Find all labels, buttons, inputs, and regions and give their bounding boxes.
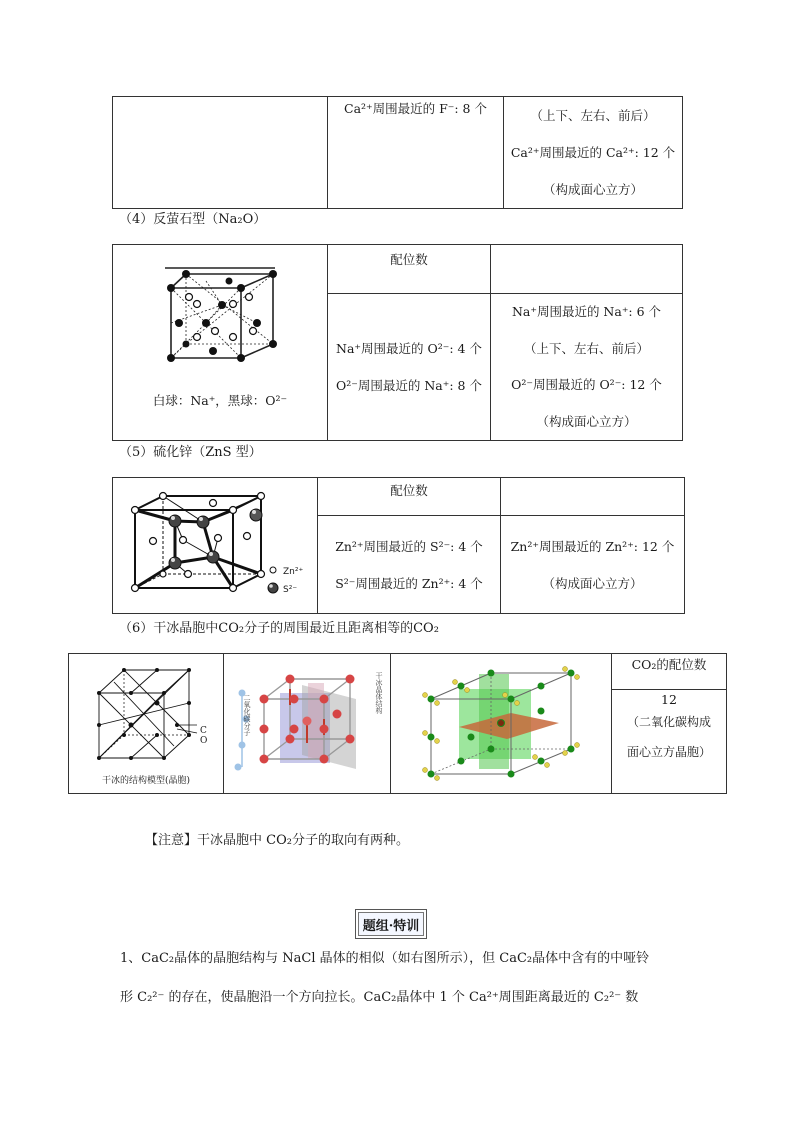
section-6-caption: （6）干冰晶胞中CO₂分子的周围最近且距离相等的CO₂: [119, 621, 439, 636]
zns-table: [112, 477, 685, 614]
section-title: 题组·特训: [362, 918, 420, 934]
fluorite-line-3: （构成面心立方）: [542, 182, 643, 197]
dry-ice-label-o: O: [200, 736, 208, 746]
na2o-crystal-diagram: [113, 245, 327, 405]
na2o-line-4: （构成面心立方）: [536, 413, 637, 429]
fluorite-line-1: （上下、左右、前后）: [530, 108, 656, 123]
zns-header-coordination: 配位数: [318, 478, 501, 516]
na2o-table: [112, 244, 683, 441]
co2-image3-cell: [391, 654, 612, 794]
fluorite-ca-f-text: Ca²⁺周围最近的 F⁻: 8 个: [344, 101, 487, 116]
zns-s-zn-text: S²⁻周围最近的 Zn²⁺: 4 个: [335, 575, 483, 591]
zns-image-cell: [113, 478, 318, 614]
question-line-1: 1、CaC₂晶体的晶胞结构与 NaCl 晶体的相似（如右图所示），但 CaC₂晶体中含有的中哑铃: [120, 951, 650, 966]
dry-ice-side-label-left: 二氧化碳分子: [243, 694, 251, 736]
fluorite-coordination-cell: [328, 97, 504, 209]
na2o-image-cell: [113, 245, 328, 441]
na2o-line-3: O²⁻周围最近的 O²⁻: 12 个: [511, 377, 662, 392]
dry-ice-side-label-right: 干冰晶体结构: [375, 672, 383, 714]
zns-legend-zn: Zn²⁺: [283, 567, 304, 577]
section-4-caption: （4）反萤石型（Na₂O）: [119, 212, 267, 227]
dry-ice-label-c: C: [200, 726, 207, 736]
na2o-header-coordination: 配位数: [328, 245, 491, 294]
orientation-note: 【注意】干冰晶胞中 CO₂分子的取向有两种。: [145, 833, 409, 848]
na2o-o-na-text: O²⁻周围最近的 Na⁺: 8 个: [336, 378, 482, 393]
section-5-caption: （5）硫化锌（ZnS 型）: [119, 445, 262, 460]
co2-image1-cell: [69, 654, 224, 794]
zns-coordination-cell: [318, 516, 501, 614]
fluorite-image-cell: [113, 97, 328, 209]
fluorite-line-2: Ca²⁺周围最近的 Ca²⁺: 12 个: [510, 145, 676, 160]
co2-header-coordination: CO₂的配位数: [612, 654, 727, 690]
co2-coordination-value: 12: [661, 692, 677, 707]
co2-coordination-value-cell: [612, 690, 727, 794]
co2-table: [68, 653, 727, 794]
na2o-line-1: Na⁺周围最近的 Na⁺: 6 个: [511, 304, 662, 319]
fluorite-table: [112, 96, 683, 209]
dry-ice-model-diagram: [69, 658, 223, 778]
section-title-box: [355, 909, 427, 939]
zns-line-1: Zn²⁺周围最近的 Zn²⁺: 12 个: [510, 538, 675, 554]
na2o-header-empty: [491, 245, 683, 294]
na2o-line-2: （上下、左右、前后）: [523, 340, 649, 356]
question-line-2: 形 C₂²⁻ 的存在，使晶胞沿一个方向拉长。CaC₂晶体中 1 个 Ca²⁺周围距离最近的 C₂²⁻ 数: [120, 990, 639, 1005]
zns-header-empty: [501, 478, 685, 516]
zns-neighbor-cell: [501, 516, 685, 614]
fluorite-neighbor-cell: [504, 97, 683, 209]
co2-note-line-1: （二氧化碳构成: [626, 715, 711, 729]
co2-image2-cell: [224, 654, 391, 794]
zns-line-2: （构成面心立方）: [542, 575, 643, 591]
dry-ice-model-caption: 干冰的结构模型(晶胞): [101, 775, 191, 786]
na2o-image-caption: 白球：Na⁺，黑球：O²⁻: [152, 393, 288, 408]
na2o-na-o-text: Na⁺周围最近的 O²⁻: 4 个: [336, 341, 482, 356]
co2-fcc-diagram: [391, 659, 611, 789]
co2-note-line-2: 面心立方晶胞）: [626, 745, 711, 759]
na2o-neighbor-cell: [491, 294, 683, 441]
na2o-coordination-cell: [328, 294, 491, 441]
zns-zn-s-text: Zn²⁺周围最近的 S²⁻: 4 个: [335, 538, 483, 554]
zns-legend-s: S²⁻: [283, 585, 298, 595]
